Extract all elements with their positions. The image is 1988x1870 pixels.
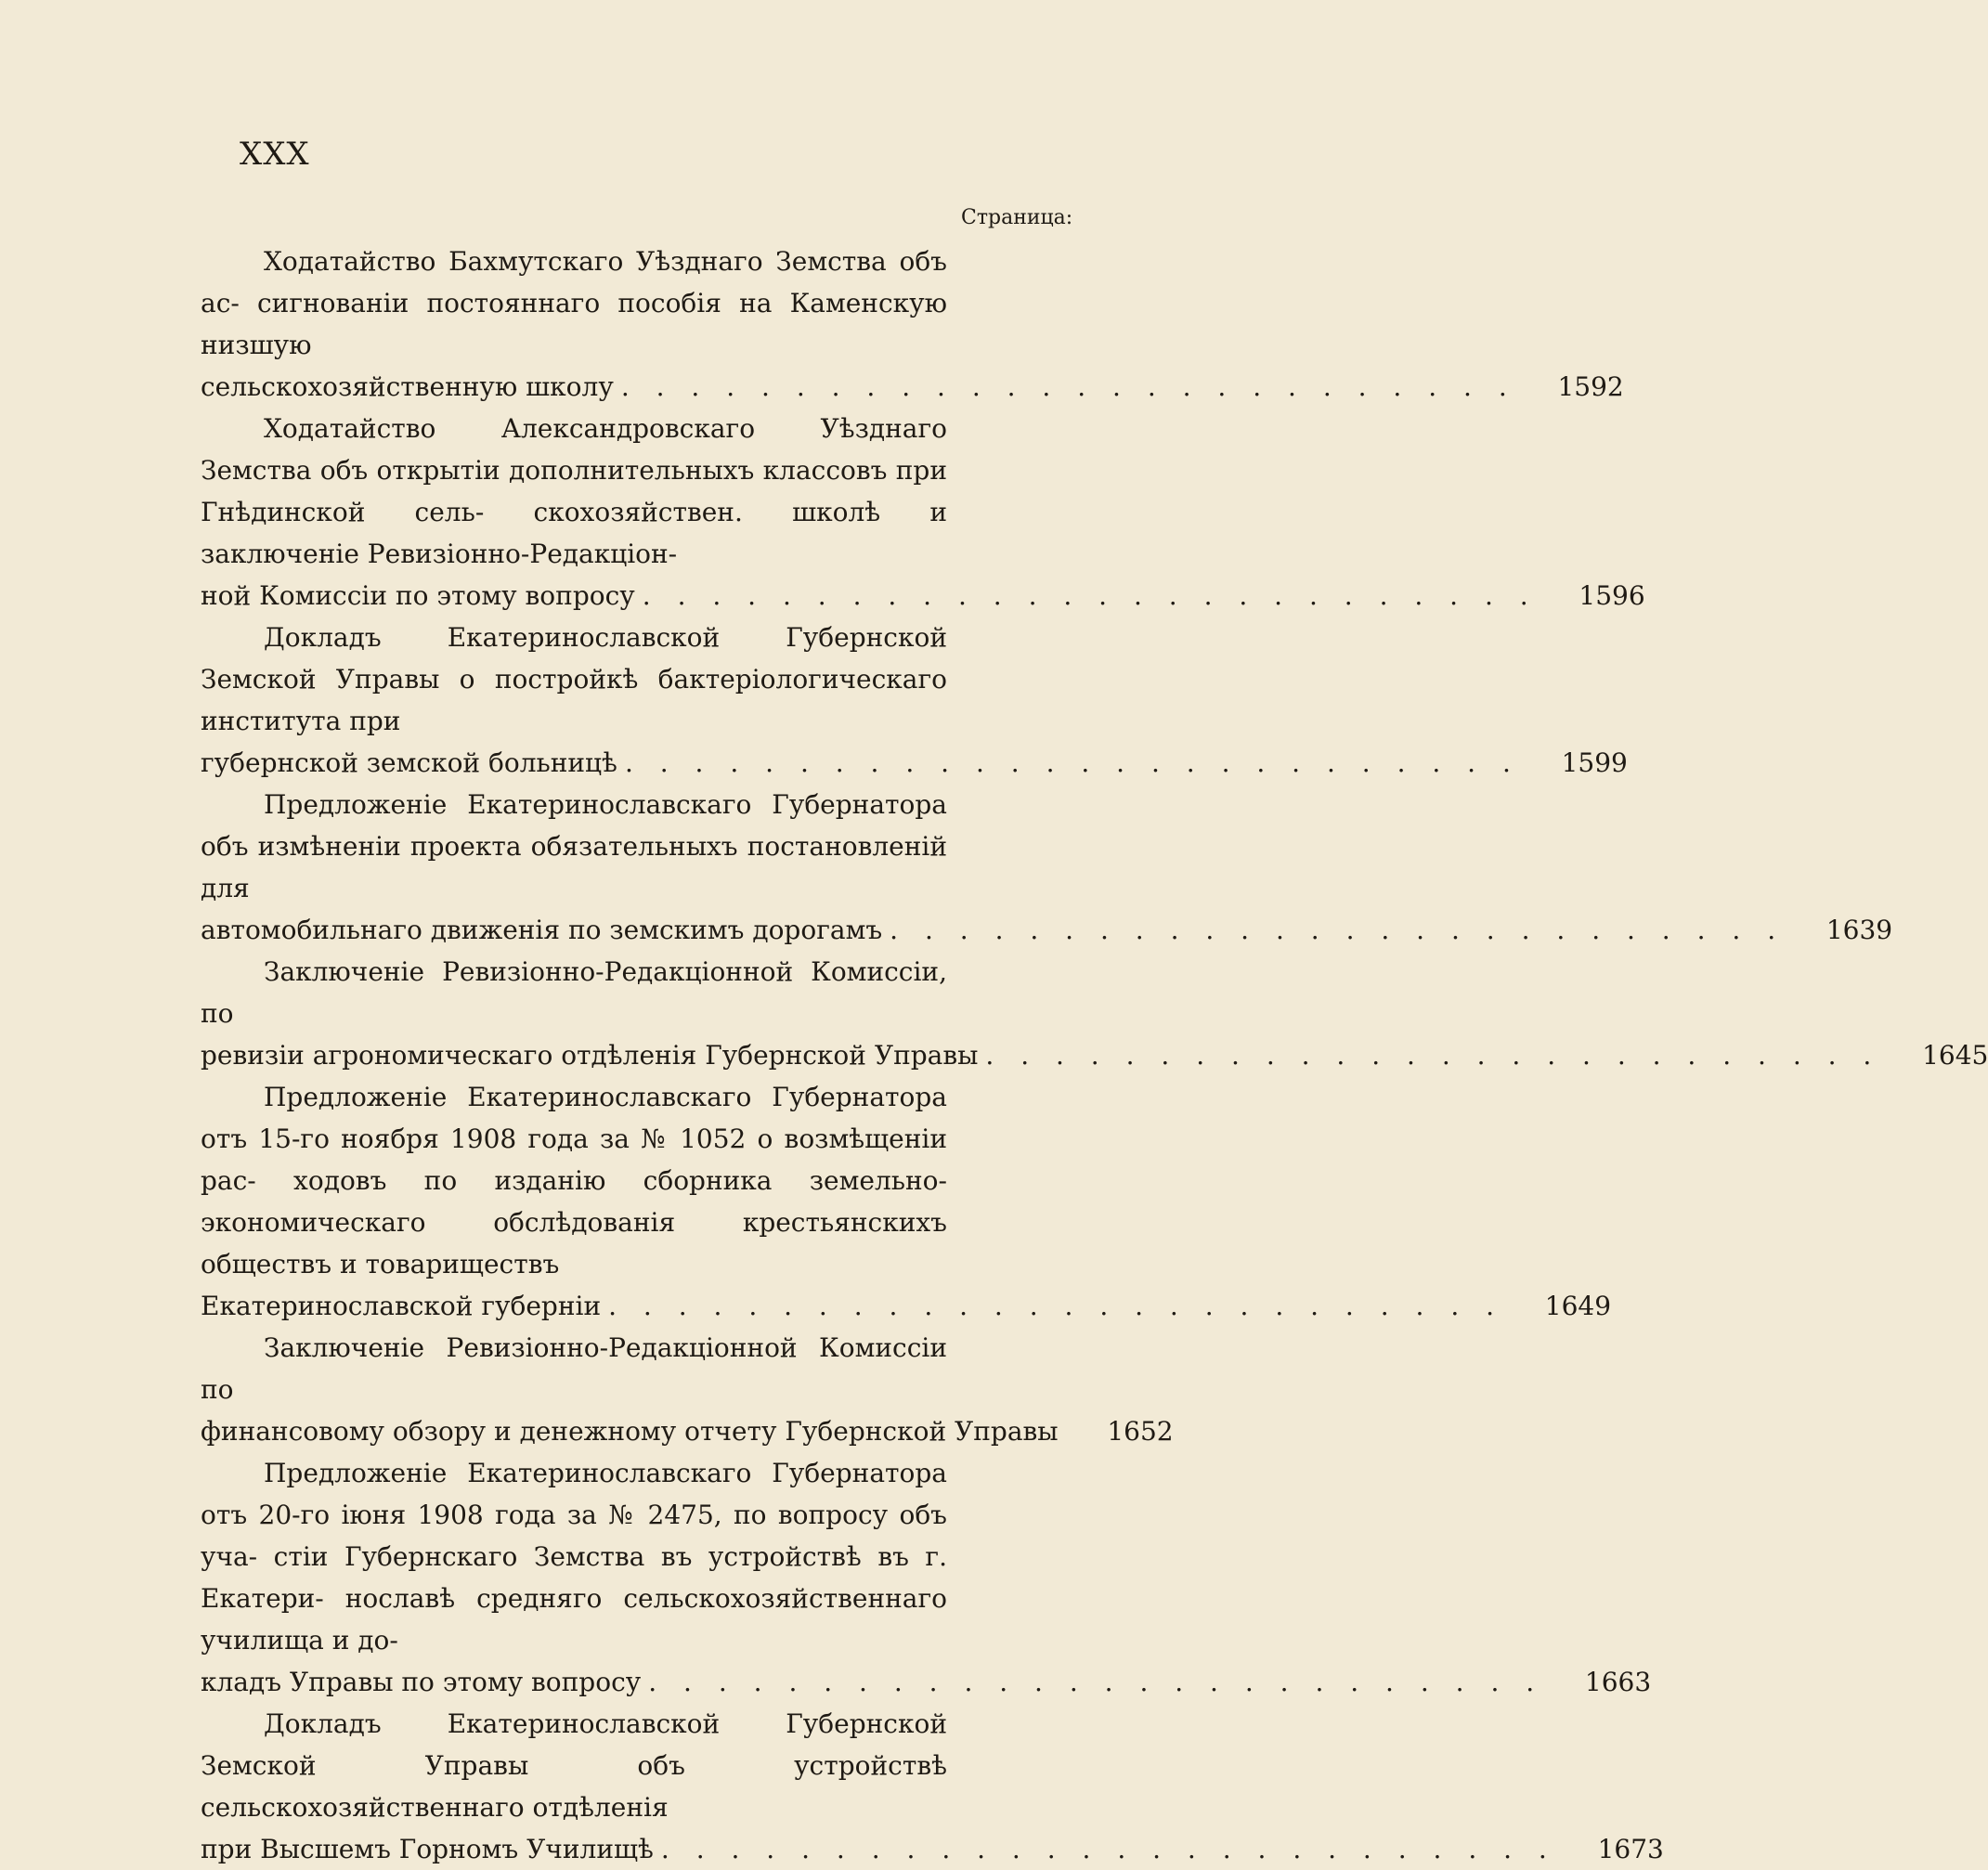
entry-last-line — [201, 742, 1628, 784]
page-ref: 1673 — [1597, 1834, 1664, 1864]
entry-tail: сельскохозяйственную школу — [201, 371, 614, 402]
dot-leader: . . . . . . . . . . . . . . . . . . . . . . . . . . — [985, 1040, 1881, 1071]
page-ref: 1599 — [1561, 747, 1628, 778]
entry-tail: финансовому обзору и денежному отчету Губернской Управы — [201, 1416, 1059, 1447]
entry-last-line — [201, 1828, 1664, 1870]
page-number: XXX — [240, 136, 310, 173]
entry-last-line — [201, 1661, 1652, 1703]
entry-tail: губернской земской больницѣ — [201, 747, 617, 778]
page-ref: 1663 — [1584, 1667, 1652, 1697]
entry-text: Ходатайство Александровскаго Уѣзднаго Земства объ открытіи дополнительныхъ классовъ при Гнѣдинской сель- скохозяйствен. школѣ и заключеніе Ревизіонно-Редакціон- — [201, 413, 947, 569]
dot-leader: . . . . . . . . . . . . . . . . . . . . . . . . . . — [642, 580, 1538, 611]
toc-entry-1663 — [201, 1452, 1652, 1703]
entry-text: Предложеніе Екатеринославскаго Губернатора отъ 15-го ноября 1908 года за № 1052 о возмѣщеніи рас- ходовъ по изданію сборника земельно-экономическаго обслѣдованія крестьянскихъ обществъ и товариществъ — [201, 1082, 947, 1279]
entry-last-line — [201, 1410, 1174, 1452]
toc-entry-1599 — [201, 617, 1628, 784]
page-ref: 1652 — [1107, 1416, 1174, 1447]
entry-tail: при Высшемъ Горномъ Училищѣ — [201, 1834, 654, 1864]
dot-leader: . . . . . . . . . . . . . . . . . . . . . . . . . . — [608, 1291, 1504, 1321]
toc-entry-1645 — [201, 951, 1988, 1076]
entry-tail: автомобильнаго движенія по земскимъ дорогамъ — [201, 915, 883, 945]
entry-text: Докладъ Екатеринославской Губернской Земской Управы объ устройствѣ сельскохозяйственнаго отдѣленія — [201, 1708, 947, 1823]
entry-last-line — [201, 366, 1624, 408]
toc-entry-1652 — [201, 1327, 1174, 1452]
dot-leader: . . . . . . . . . . . . . . . . . . . . . . . . . . — [890, 915, 1786, 945]
entry-last-line — [201, 575, 1645, 617]
page-ref: 1592 — [1557, 371, 1624, 402]
column-header: Страница: — [961, 206, 1073, 229]
toc-entry-1673 — [201, 1703, 1664, 1870]
toc-entry-1649 — [201, 1076, 1612, 1327]
entry-tail: ревизіи агрономическаго отдѣленія Губернской Управы — [201, 1040, 979, 1071]
entry-tail: кладъ Управы по этому вопросу — [201, 1667, 642, 1697]
toc-entry-1592 — [201, 240, 1624, 408]
entry-text: Докладъ Екатеринославской Губернской Земской Управы о постройкѣ бактеріологическаго института при — [201, 622, 947, 736]
entry-text: Заключеніе Ревизіонно-Редакціонной Комиссіи по — [201, 1332, 947, 1405]
table-of-contents — [201, 240, 1988, 1870]
entry-text: Ходатайство Бахмутскаго Уѣзднаго Земства объ ас- сигнованіи постояннаго пособія на Каменскую низшую — [201, 246, 947, 360]
page-ref: 1645 — [1922, 1040, 1988, 1071]
entry-tail: ной Комиссіи по этому вопросу — [201, 580, 635, 611]
dot-leader: . . . . . . . . . . . . . . . . . . . . . . . . . . — [620, 371, 1516, 402]
entry-tail: Екатеринославской губерніи — [201, 1291, 602, 1321]
page-ref: 1596 — [1579, 580, 1645, 611]
page-ref: 1649 — [1544, 1291, 1612, 1321]
dot-leader: . . . . . . . . . . . . . . . . . . . . . . . . . . — [648, 1667, 1544, 1697]
entry-last-line — [201, 1285, 1612, 1327]
entry-text: Предложеніе Екатеринославскаго Губернатора объ измѣненіи проекта обязательныхъ постановленій для — [201, 789, 947, 903]
toc-entry-1639 — [201, 784, 1893, 951]
dot-leader: . . . . . . . . . . . . . . . . . . . . . . . . . . — [660, 1834, 1556, 1864]
entry-text: Заключеніе Ревизіонно-Редакціонной Комиссіи, по — [201, 956, 947, 1029]
entry-last-line — [201, 1034, 1988, 1076]
page-ref: 1639 — [1826, 915, 1893, 945]
dot-leader: . . . . . . . . . . . . . . . . . . . . . . . . . . — [624, 747, 1520, 778]
entry-text: Предложеніе Екатеринославскаго Губернатора отъ 20-го іюня 1908 года за № 2475, по вопросу объ уча- стіи Губернскаго Земства въ устройствѣ въ г. Екатери- нославѣ средняго сельскохозяйственнаго училища и до- — [201, 1458, 947, 1656]
entry-last-line — [201, 909, 1893, 951]
toc-entry-1596 — [201, 408, 1645, 617]
